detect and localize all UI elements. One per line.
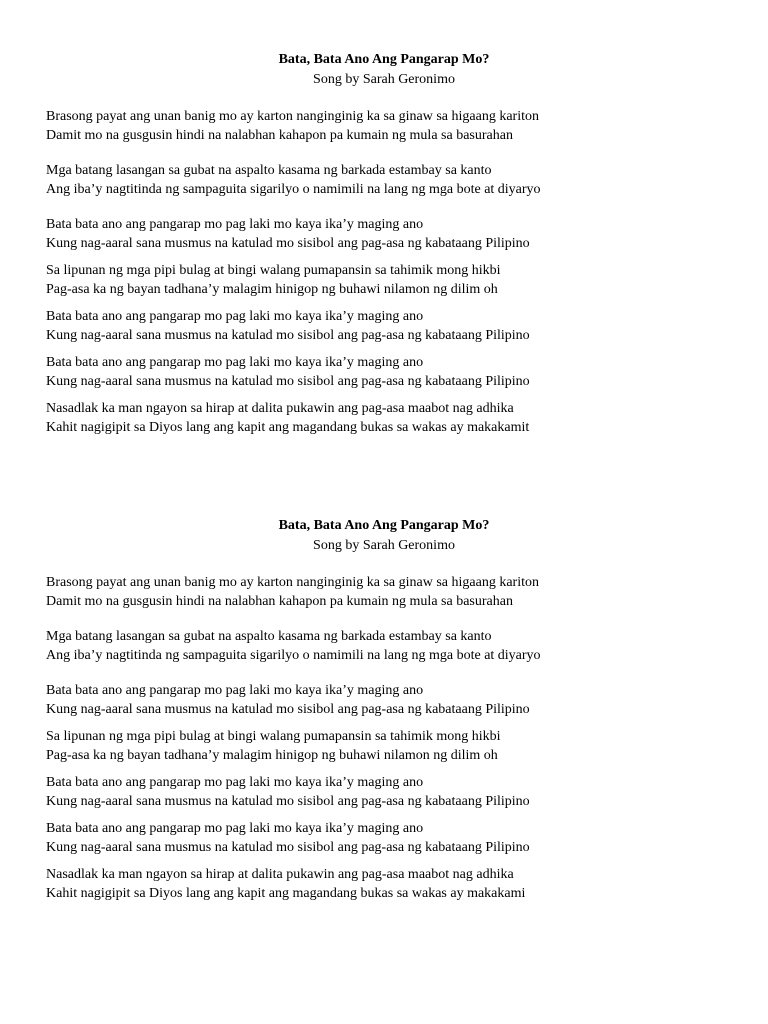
lyric-line: Kung nag-aaral sana musmus na katulad mo sisibol ang pag-asa ng kabataang Pilipino [46, 327, 530, 343]
lyric-line: Bata bata ano ang pangarap mo pag laki mo kaya ika’y maging ano [46, 775, 424, 790]
stanza-chorus [46, 682, 726, 719]
lyric-line: Mga batang lasangan sa gubat na aspalto kasama ng barkada estambay sa kanto [46, 163, 492, 178]
stanza-chorus [46, 354, 726, 391]
stanza-3 [46, 262, 726, 299]
lyric-line: Nasadlak ka man ngayon sa hirap at dalita pukawin ang pag-asa maabot nag adhika [46, 867, 514, 882]
lyric-line: Bata bata ano ang pangarap mo pag laki mo kaya ika’y maging ano [46, 821, 424, 836]
lyric-line: Kahit nagigipit sa Diyos lang ang kapit ang magandang bukas sa wakas ay makakamit [46, 419, 530, 435]
lyric-line: Nasadlak ka man ngayon sa hirap at dalita pukawin ang pag-asa maabot nag adhika [46, 401, 514, 416]
stanza-2 [46, 628, 726, 665]
lyric-line: Brasong payat ang unan banig mo ay karton nanginginig ka sa ginaw sa higaang kariton [46, 109, 539, 124]
stanza-3 [46, 728, 726, 765]
lyric-line: Pag-asa ka ng bayan tadhana’y malagim hinigop ng buhawi nilamon ng dilim oh [46, 747, 498, 763]
lyric-line: Ang iba’y nagtitinda ng sampaguita sigarilyo o namimili na lang ng mga bote at diyaryo [46, 647, 541, 663]
lyric-line: Ang iba’y nagtitinda ng sampaguita sigarilyo o namimili na lang ng mga bote at diyaryo [46, 181, 541, 197]
lyric-line: Brasong payat ang unan banig mo ay karton nanginginig ka sa ginaw sa higaang kariton [46, 575, 539, 590]
song-title: Bata, Bata Ano Ang Pangarap Mo? [278, 518, 490, 533]
stanza-chorus [46, 774, 726, 811]
stanza-2 [46, 162, 726, 199]
song-credit: Song by Sarah Geronimo [313, 72, 455, 87]
lyric-line: Kung nag-aaral sana musmus na katulad mo sisibol ang pag-asa ng kabataang Pilipino [46, 701, 530, 717]
lyrics-copy-2 [46, 516, 726, 903]
stanza-chorus [46, 216, 726, 253]
lyric-line: Damit mo na gusgusin hindi na nalabhan kahapon pa kumain ng mula sa basurahan [46, 127, 513, 143]
lyric-line: Kahit nagigipit sa Diyos lang ang kapit ang magandang bukas sa wakas ay makakami [46, 885, 526, 901]
stanza-4 [46, 400, 726, 437]
stanza-1 [46, 574, 726, 611]
lyric-line: Pag-asa ka ng bayan tadhana’y malagim hinigop ng buhawi nilamon ng dilim oh [46, 281, 498, 297]
lyric-line: Sa lipunan ng mga pipi bulag at bingi walang pumapansin sa tahimik mong hikbi [46, 729, 501, 744]
lyric-line: Bata bata ano ang pangarap mo pag laki mo kaya ika’y maging ano [46, 309, 424, 324]
lyric-line: Kung nag-aaral sana musmus na katulad mo sisibol ang pag-asa ng kabataang Pilipino [46, 373, 530, 389]
lyric-line: Bata bata ano ang pangarap mo pag laki mo kaya ika’y maging ano [46, 683, 424, 698]
stanza-4 [46, 866, 726, 903]
stanza-chorus [46, 820, 726, 857]
lyric-line: Damit mo na gusgusin hindi na nalabhan kahapon pa kumain ng mula sa basurahan [46, 593, 513, 609]
song-credit: Song by Sarah Geronimo [313, 538, 455, 553]
lyric-line: Kung nag-aaral sana musmus na katulad mo sisibol ang pag-asa ng kabataang Pilipino [46, 793, 530, 809]
lyric-line: Bata bata ano ang pangarap mo pag laki mo kaya ika’y maging ano [46, 355, 424, 370]
stanza-chorus [46, 308, 726, 345]
lyric-line: Kung nag-aaral sana musmus na katulad mo sisibol ang pag-asa ng kabataang Pilipino [46, 235, 530, 251]
lyrics-copy-1 [46, 50, 726, 437]
lyric-line: Mga batang lasangan sa gubat na aspalto kasama ng barkada estambay sa kanto [46, 629, 492, 644]
lyric-line: Kung nag-aaral sana musmus na katulad mo sisibol ang pag-asa ng kabataang Pilipino [46, 839, 530, 855]
lyric-line: Bata bata ano ang pangarap mo pag laki mo kaya ika’y maging ano [46, 217, 424, 232]
lyric-line: Sa lipunan ng mga pipi bulag at bingi walang pumapansin sa tahimik mong hikbi [46, 263, 501, 278]
stanza-1 [46, 108, 726, 145]
song-title: Bata, Bata Ano Ang Pangarap Mo? [278, 52, 490, 67]
